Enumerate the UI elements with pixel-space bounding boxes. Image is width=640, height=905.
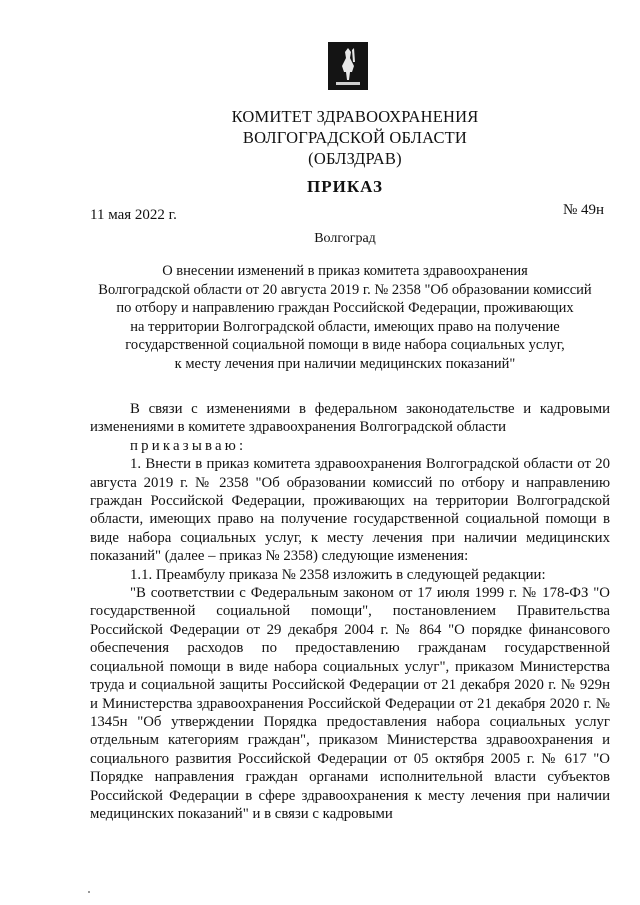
document-subject (80, 262, 610, 374)
subject-line: государственной социальной помощи в виде набора социальных услуг, (125, 337, 565, 354)
coat-of-arms-icon (328, 42, 368, 90)
subject-line: на территории Волгоградской области, имеющих право на получение (130, 318, 560, 335)
body-paragraph: В связи с изменениями в федеральном законодательстве и кадровыми изменениями в комитете здравоохранения Волгоградской области (90, 401, 610, 436)
scan-speck (88, 891, 90, 893)
org-name-line1: КОМИТЕТ ЗДРАВООХРАНЕНИЯ (231, 107, 479, 126)
subject-line: О внесении изменений в приказ комитета здравоохранения (162, 263, 528, 279)
body-paragraph: 1. Внести в приказ комитета здравоохранения Волгоградской области от 20 августа 2019 г. № 2358 "Об образовании комиссий по отбору и направлению граждан Российской Федерации, проживающих на территории Волгоградской области, имеющих право на получение государственной социальной помощи в виде набора социальных услуг, к месту лечения при наличии медицинских показаний" (далее – приказ № 2358) следующие изменения: (90, 456, 610, 565)
subject-line: по отбору и направлению граждан Российской Федерации, проживающих (116, 300, 574, 317)
document-date: 11 мая 2022 г. (90, 207, 177, 223)
org-name-line2: ВОЛГОГРАДСКОЙ ОБЛАСТИ (242, 128, 468, 147)
document-city: Волгоград (314, 231, 376, 246)
subject-line: Волгоградской области от 20 августа 2019 г. № 2358 "Об образовании комиссий (98, 281, 592, 298)
subject-line: к месту лечения при наличии медицинских показаний" (174, 355, 516, 372)
document-body (90, 400, 610, 823)
org-name-line3: (ОБЛЗДРАВ) (308, 149, 402, 168)
order-word: приказываю: (130, 437, 247, 454)
body-paragraph: 1.1. Преамбулу приказа № 2358 изложить в следующей редакции: (130, 566, 546, 583)
document-type: ПРИКАЗ (307, 177, 383, 196)
body-paragraph: "В соответствии с Федеральным законом от 17 июля 1999 г. № 178-ФЗ "О государственной социальной помощи", постановлением Правительства Российской Федерации от 29 декабря 2004 г. № 864 "О порядке финансового обеспечения расходов по предоставлению гражданам государственной социальной помощи в виде набора социальных услуг", приказом Министерства труда и социальной защиты Российской Федерации от 21 декабря 2020 г. № 929н и Министерства здравоохранения Российской Федерации от 21 декабря 2020 г. № 1345н "Об утверждении Порядка предоставления набора социальных услуг отдельным категориям граждан", приказом Министерства здравоохранения и социального развития Российской Федерации от 05 октября 2005 г. № 617 "О Порядке направления граждан органами исполнительной власти субъектов Российской Федерации в сфере здравоохранения к месту лечения при наличии медицинских показаний" и в связи с кадровыми (90, 585, 610, 822)
document-number: № 49н (563, 202, 605, 218)
